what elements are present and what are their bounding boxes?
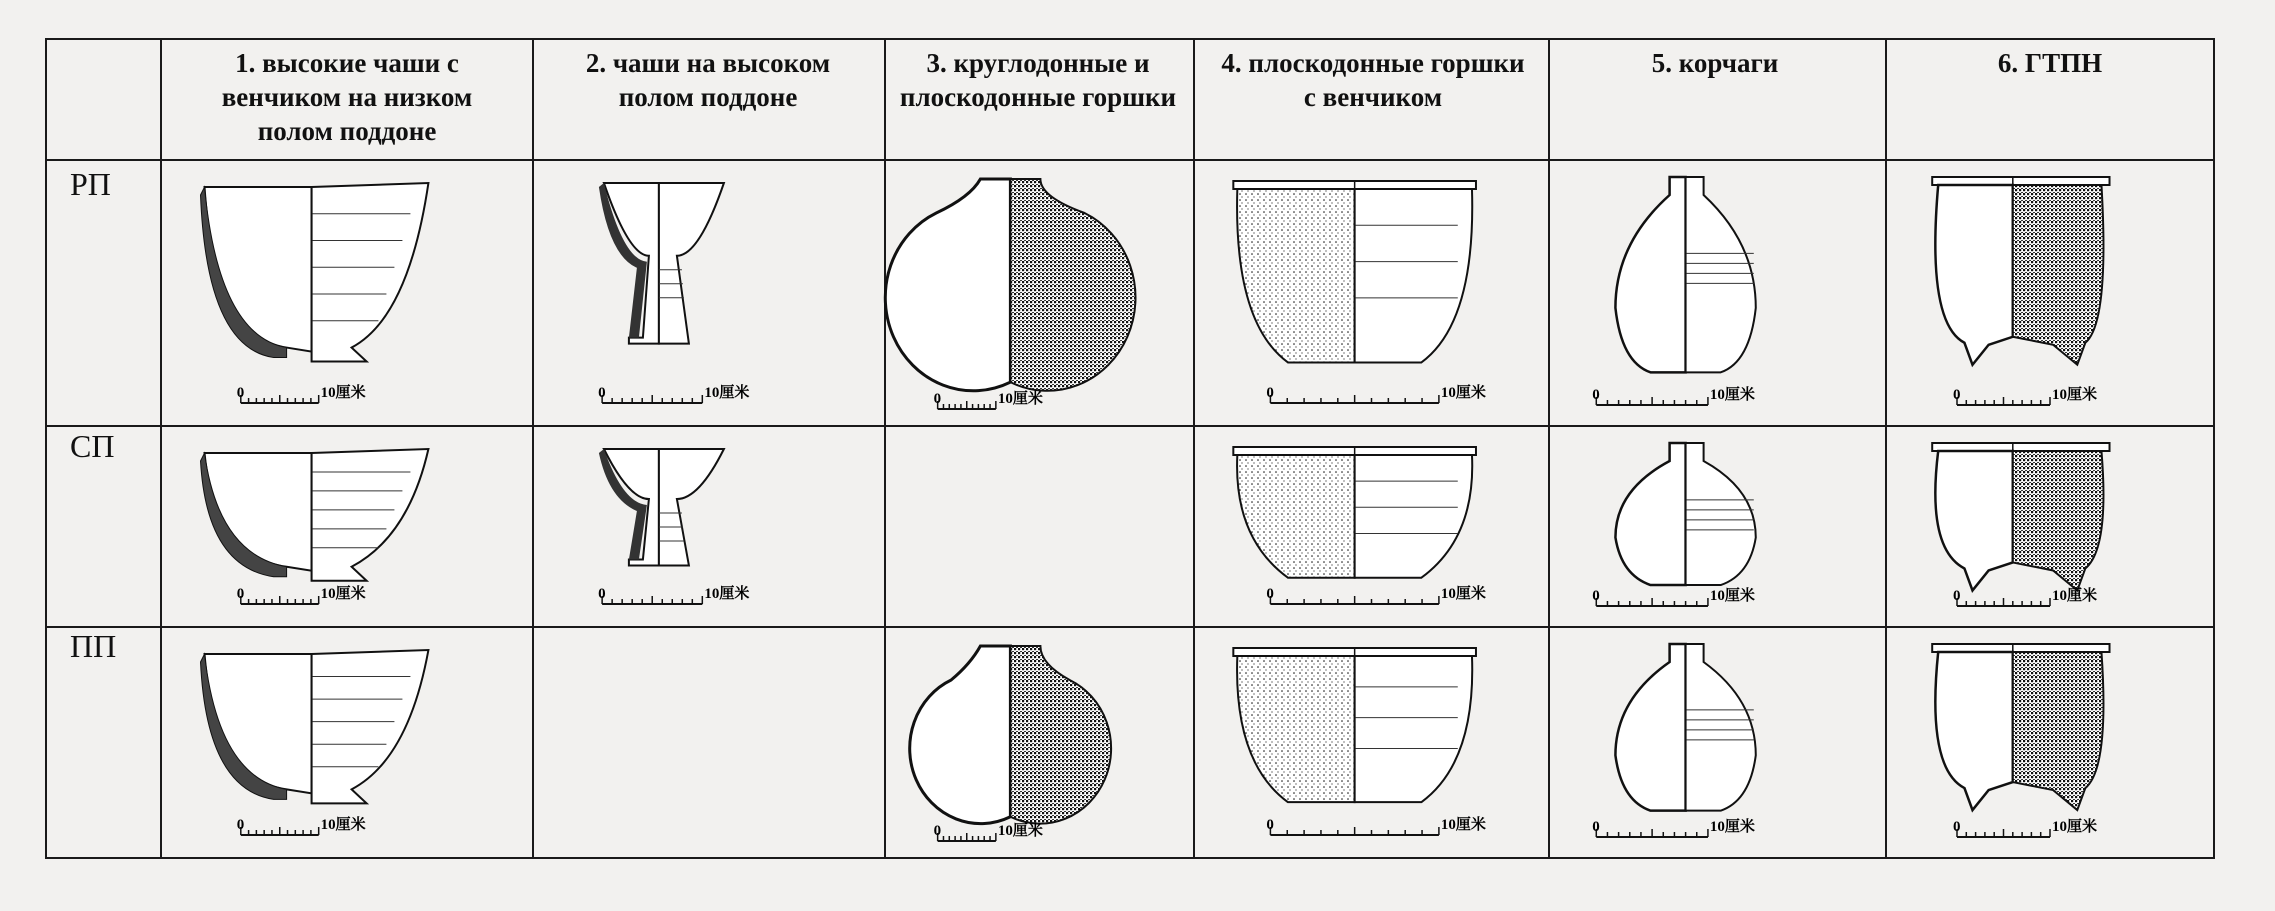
vessel-svg (1558, 169, 1877, 417)
p13-scale (1266, 584, 1486, 604)
scale-ten-label: 10厘米 (997, 391, 1043, 407)
scale-ten-label: 10厘米 (997, 823, 1043, 839)
p23-scale (1266, 815, 1486, 835)
scale-zero-label: 0 (1592, 819, 1600, 835)
vessel-svg (170, 636, 524, 849)
scale-ten-label: 10厘米 (1709, 387, 1755, 403)
scale-zero-label: 0 (1953, 387, 1961, 403)
scale-ten-label: 10厘米 (1440, 586, 1486, 602)
vessel-svg (170, 169, 524, 417)
scale-zero-label: 0 (1953, 588, 1961, 604)
vessel-svg (1895, 169, 2205, 417)
vessel-drawing-stemcup (542, 435, 876, 618)
scale-zero-label: 0 (236, 385, 245, 401)
table-col-divider-4 (1548, 38, 1550, 859)
scale-ten-label: 10厘米 (320, 586, 366, 602)
scale-ten-label: 10厘米 (704, 586, 750, 602)
row-label-pp: ПП (70, 628, 117, 664)
vessel-svg (1203, 169, 1540, 417)
p01-scale (598, 383, 749, 403)
p04-scale (1592, 385, 1755, 405)
p11-scale (598, 584, 749, 604)
row-label-rp: РП (70, 166, 111, 202)
vessel-svg (542, 435, 876, 618)
table-col-divider-0 (160, 38, 162, 859)
vessel-svg (1895, 435, 2205, 618)
p20-scale (237, 815, 366, 835)
p02-scale (934, 389, 1043, 409)
p10-scale (237, 584, 366, 604)
vessel-svg (894, 169, 1185, 417)
table-col-divider-1 (532, 38, 534, 859)
scale-ten-label: 10厘米 (1440, 817, 1486, 833)
scale-ten-label: 10厘米 (320, 385, 366, 401)
p24-scale (1592, 817, 1755, 837)
column-header-4: 4. плоскодонные горшки с венчиком (1221, 48, 1525, 112)
table-row-divider-1 (45, 425, 2215, 427)
scale-ten-label: 10厘米 (1709, 588, 1755, 604)
vessel-drawing-flatpot (1203, 435, 1540, 618)
vessel-drawing-jar (1558, 435, 1877, 618)
table-border-right (2213, 38, 2215, 859)
p03-scale (1266, 383, 1486, 403)
table-row-divider-header (45, 159, 2215, 161)
vessel-drawing-tripod (1895, 169, 2205, 417)
column-header-6: 6. ГТПН (1997, 48, 2103, 78)
scale-zero-label: 0 (933, 823, 942, 839)
table-border-top (45, 38, 2215, 40)
vessel-drawing-stemcup (542, 169, 876, 417)
scale-ten-label: 10厘米 (2052, 387, 2098, 403)
scale-zero-label: 0 (1266, 385, 1274, 401)
table-col-divider-2 (884, 38, 886, 859)
vessel-drawing-jar (1558, 636, 1877, 849)
scale-zero-label: 0 (1592, 387, 1600, 403)
vessel-svg (1558, 435, 1877, 618)
vessel-svg (1895, 636, 2205, 849)
vessel-svg (542, 169, 876, 417)
scale-zero-label: 0 (598, 586, 606, 602)
vessel-drawing-tripod (1895, 435, 2205, 618)
vessel-svg (170, 435, 524, 618)
vessel-svg (894, 636, 1185, 849)
p05-scale (1953, 385, 2097, 405)
p14-scale (1592, 586, 1755, 606)
table-col-divider-5 (1885, 38, 1887, 859)
column-header-5: 5. корчаги (1651, 48, 1779, 78)
vessel-drawing-bowl (170, 169, 524, 417)
scale-ten-label: 10厘米 (2052, 588, 2098, 604)
scale-ten-label: 10厘米 (2052, 819, 2098, 835)
scale-ten-label: 10厘米 (1440, 385, 1486, 401)
vessel-drawing-roundpot (894, 169, 1185, 417)
scale-zero-label: 0 (1266, 817, 1274, 833)
table-row-divider-2 (45, 626, 2215, 628)
scale-ten-label: 10厘米 (704, 385, 750, 401)
vessel-svg (1203, 636, 1540, 849)
scale-zero-label: 0 (236, 817, 245, 833)
row-label-sp: СП (70, 428, 115, 464)
vessel-drawing-tripod (1895, 636, 2205, 849)
scale-zero-label: 0 (1953, 819, 1961, 835)
scale-zero-label: 0 (933, 391, 942, 407)
p00-scale (237, 383, 366, 403)
column-header-1: 1. высокие чаши с венчиком на низком полом поддоне (221, 48, 473, 146)
p25-scale (1953, 817, 2097, 837)
vessel-drawing-flatpot (1203, 169, 1540, 417)
column-header-3: 3. круглодонные и плоскодонные горшки (899, 48, 1177, 112)
vessel-drawing-jar (1558, 169, 1877, 417)
vessel-drawing-bowl (170, 636, 524, 849)
table-border-left (45, 38, 47, 859)
scale-ten-label: 10厘米 (320, 817, 366, 833)
scale-zero-label: 0 (236, 586, 245, 602)
table-col-divider-3 (1193, 38, 1195, 859)
vessel-svg (1558, 636, 1877, 849)
scale-zero-label: 0 (598, 385, 606, 401)
scale-zero-label: 0 (1266, 586, 1274, 602)
scale-zero-label: 0 (1592, 588, 1600, 604)
table-border-bottom (45, 857, 2215, 859)
column-header-2: 2. чаши на высоком полом поддоне (585, 48, 831, 112)
scale-ten-label: 10厘米 (1709, 819, 1755, 835)
vessel-drawing-flatpot (1203, 636, 1540, 849)
vessel-drawing-bowl (170, 435, 524, 618)
vessel-drawing-roundpot (894, 636, 1185, 849)
vessel-svg (1203, 435, 1540, 618)
